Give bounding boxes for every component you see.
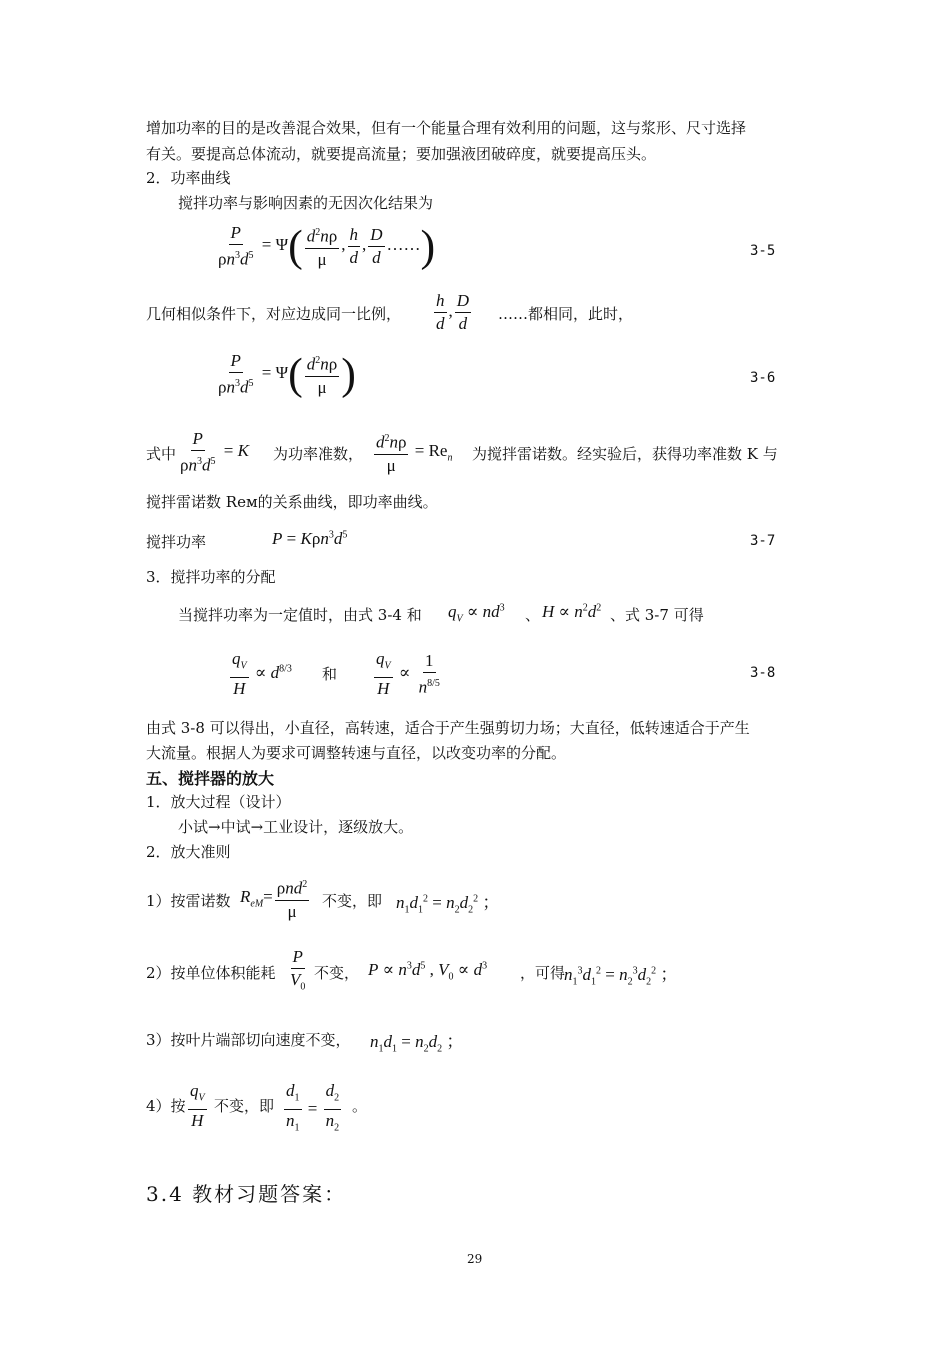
section-heading: 五、搅拌器的放大 <box>146 769 275 788</box>
sec3-intro-b: 、 <box>525 606 541 624</box>
section-title: 2．功率曲线 <box>146 169 231 187</box>
def-mid2: 为搅拌雷诺数。经实验后，获得功率准数 K 与 <box>472 445 778 463</box>
paragraph-line: 由式 3-8 可以得出，小直径，高转速，适合于产生强剪切力场；大直径，低转速适合于产生 <box>146 719 750 737</box>
geom-prefix: 几何相似条件下，对应边成同一比例， <box>146 305 402 323</box>
and-word: 和 <box>322 665 338 683</box>
rule2-a: 2）按单位体积能耗 <box>146 964 276 982</box>
equation-3-8-right: $\frac{q_V}{H}$ ∝ $\frac{1}{n^{8/5}}$ <box>376 649 440 699</box>
rule4-a: 4）按 <box>146 1097 186 1115</box>
equation-number: 3-6 <box>750 370 776 386</box>
rule1-a: 1）按雷诺数 <box>146 892 231 910</box>
section-title: 2．放大准则 <box>146 843 231 861</box>
equation-number: 3-5 <box>750 243 776 259</box>
paragraph-line: 有关。要提高总体流动，就要提高流量；要加强液团破碎度，就要提高压头。 <box>146 145 657 163</box>
rule1-b: 不变，即 <box>322 892 383 910</box>
paragraph-line: 搅拌雷诺数 Reм的关系曲线，即功率曲线。 <box>146 493 438 511</box>
geom-suffix: ……都相同，此时， <box>498 305 634 323</box>
rule3-a: 3）按叶片端部切向速度不变， <box>146 1031 351 1049</box>
rule2-energy-formula: $\frac{P}{V_0}$ <box>290 947 306 993</box>
rule1-result-formula: $n_1d_1^2 = n_2d_2^2$ ； <box>396 893 500 916</box>
paragraph-line <box>146 303 401 325</box>
rule2-result-formula: $n_1^3d_1^2 = n_2^3d_2^2$ ； <box>564 965 678 988</box>
def-mid1: 为功率准数， <box>273 445 364 463</box>
h-proportion-formula: $H \propto n^2d^2$ <box>542 602 602 621</box>
equation-3-8-left: $\frac{q_V}{H}$ ∝ $d^{8/3}$ <box>232 649 292 699</box>
qv-proportion-formula: $q_V \propto nd^3$ <box>448 602 505 625</box>
paragraph-line: 增加功率的目的是改善混合效果，但有一个能量合理有效利用的问题，这与浆形、尺寸选择 <box>146 119 747 137</box>
section-title: 3．搅拌功率的分配 <box>146 568 276 586</box>
rule4-c: 。 <box>352 1097 368 1115</box>
rule2-b: 不变， <box>314 964 360 982</box>
equation-3-5: $\frac{P}{\rho n^3d^5}$ = Ψ( $\frac{d^2n\rho}{\mu}$ , $\frac{h}{d}$ , $\frac{D}{d}$ ……) <box>218 221 436 271</box>
rule4-result-formula: $\frac{d_1}{n_1}$ = $\frac{d_2}{n_2}$ <box>286 1081 340 1134</box>
def-prefix: 式中 <box>146 445 177 463</box>
page-number: 29 <box>467 1252 483 1266</box>
rule4-ratio-formula: $\frac{q_V}{H}$ <box>190 1081 205 1131</box>
power-label: 搅拌功率 <box>146 533 207 551</box>
paragraph-line: 搅拌功率与影响因素的无因次化结果为 <box>178 194 434 212</box>
section-title: 1．放大过程（设计） <box>146 793 291 811</box>
equation-number: 3-8 <box>750 665 776 681</box>
power-number-formula: $\frac{P}{\rho n^3d^5}$ = K <box>180 429 249 475</box>
equation-3-7: $P = K\rho n^3d^5$ <box>272 529 348 548</box>
geom-ratio-formula: $\frac{h}{d}$ , $\frac{D}{d}$ <box>436 291 470 333</box>
rule1-reynolds-formula: $R_{eM}=$ $\frac{\rho nd^2}{\mu}$ <box>240 874 311 923</box>
equation-3-6: $\frac{P}{\rho n^3d^5}$ = Ψ( $\frac{d^2n\rho}{\mu}$ ) <box>218 349 356 399</box>
sec3-intro-c: 、式 3-7 可得 <box>610 606 704 624</box>
rule2-proportion-formula: $P \propto n^3d^5$ , $V_0 \propto d^3$ <box>368 960 488 983</box>
rule2-c: ，可得 <box>520 964 566 982</box>
sec3-intro-a: 当搅拌功率为一定值时，由式 3-4 和 <box>178 606 422 624</box>
rule3-result-formula: $n_1d_1 = n_2d_2$ ； <box>370 1032 464 1055</box>
section-heading: 3.4 教材习题答案： <box>146 1182 347 1206</box>
rule4-b: 不变，即 <box>214 1097 275 1115</box>
equation-number: 3-7 <box>750 533 776 549</box>
reynolds-formula: $\frac{d^2n\rho}{\mu}$ = $Re_n$ <box>372 428 452 477</box>
paragraph-line: 小试→中试→工业设计，逐级放大。 <box>178 818 414 836</box>
paragraph-line: 大流量。根据人为要求可调整转速与直径，以改变功率的分配。 <box>146 744 567 762</box>
